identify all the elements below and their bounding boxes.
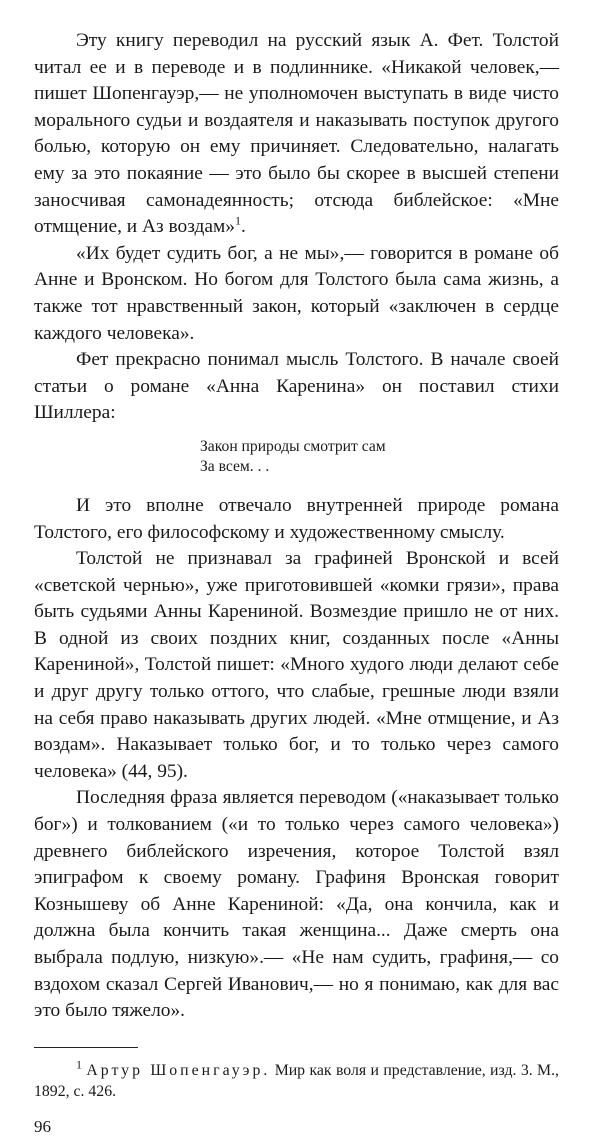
footnote-reference: 1 (234, 213, 241, 228)
book-page (34, 28, 559, 1137)
footnote-text: Мир как воля и представление, изд. 3. М., 1892, с. 426. (34, 1061, 559, 1100)
footnote (34, 1057, 559, 1102)
paragraph-1-text: Эту книгу переводил на русский язык А. Фет. Толстой читал ее и в переводе и в подлиннике. «Никакой человек,— пишет Шопенгауэр,— не уполномочен выступать в виде чисто морального судьи и воздаятеля и наказывать поступок другого болью, которую он ему причиняет. Следовательно, налагать ему за это покаяние — это было бы скорее в высшей степени заносчивая самонадеянность; отсюда библейское: «Мне отмщение, и Аз воздам» (34, 30, 559, 238)
verse-line-2: За всем. . . (200, 457, 270, 475)
footnote-author: Артур Шопенгауэр. (86, 1061, 271, 1079)
paragraph-3: Фет прекрасно понимал мысль Толстого. В начале своей статьи о романе «Анна Каренина» он поставил стихи Шиллера: (34, 349, 559, 424)
footnote-mark: 1 (76, 1057, 82, 1072)
paragraph-4: И это вполне отвечало внутренней природе романа Толстого, его философскому и художественному смыслу. (34, 494, 559, 543)
verse-quote (200, 437, 559, 477)
paragraph-6: Последняя фраза является переводом («наказывает только бог») и толкованием («и то только через самого человека») древнего библейского изречения, которое Толстой взял эпиграфом к своему роману. Графиня Вронская говорит Кознышеву об Анне Карениной: «Да, она кончила, как и должна была кончить такая женщина... Даже смерть она выбрала подлую, низкую».— «Не нам судить, графиня,— со вздохом сказал Сергей Иванович,— но я понимаю, как для вас это было тяжело». (34, 787, 559, 1022)
paragraph-5: Толстой не признавал за графиней Вронской и всей «светской чернью», уже приготовившей «комки грязи», права быть судьями Анны Карениной. Возмездие пришло не от них. В одной из своих поздних книг, созданных после «Анны Карениной», Толстой пишет: «Много худого люди делают себе и друг другу только оттого, что слабые, грешные люди взяли на себя право наказывать других людей. «Мне отмщение, и Аз воздам». Наказывает только бог, и то только через самого человека» (44, 95). (34, 548, 559, 782)
page-number: 96 (34, 1116, 51, 1136)
footnote-divider (34, 1047, 138, 1048)
paragraph-1 (34, 28, 559, 241)
paragraph-1-tail: . (240, 216, 246, 238)
paragraph-2: «Их будет судить бог, а не мы»,— говорится в романе об Анне и Вронском. Но богом для Толстого была сама жизнь, а также тот нравственный закон, который «заключен в сердце каждого человека». (34, 242, 559, 344)
verse-line-1: Закон природы смотрит сам (200, 437, 386, 455)
